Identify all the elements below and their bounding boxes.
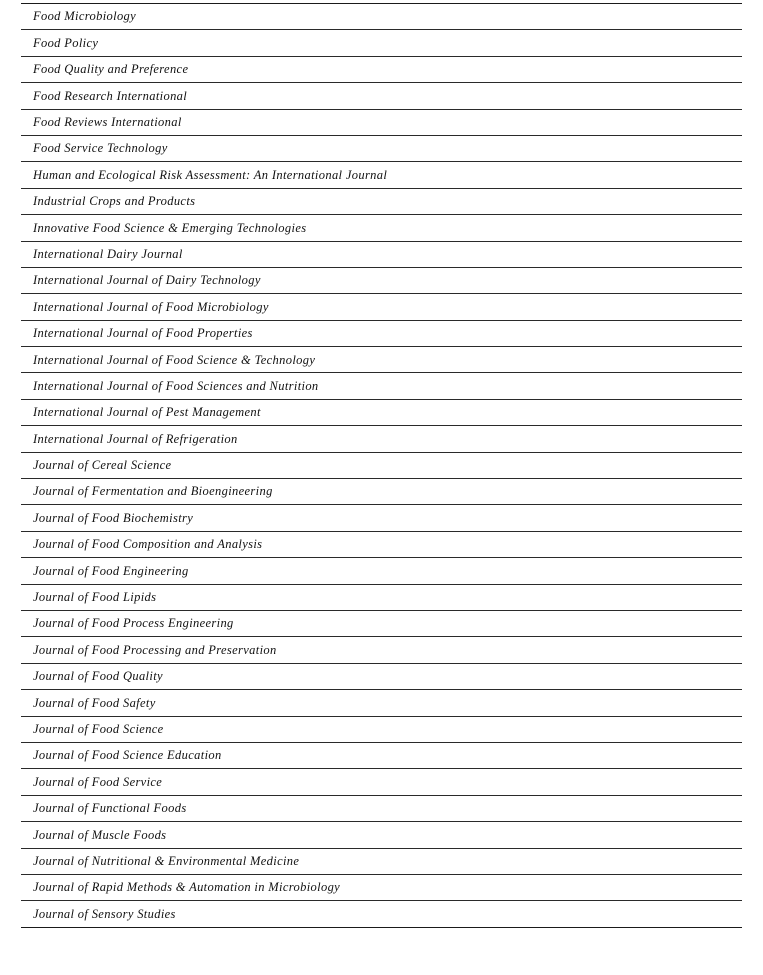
journal-name: International Journal of Food Microbiology <box>33 299 269 314</box>
journal-name: International Journal of Refrigeration <box>33 431 238 446</box>
table-row <box>21 901 742 927</box>
journal-name: Journal of Muscle Foods <box>33 827 167 842</box>
table-row <box>21 268 742 294</box>
table-row <box>21 585 742 611</box>
journal-name: Food Service Technology <box>33 141 168 156</box>
journal-name: Food Quality and Preference <box>33 62 189 77</box>
table-row <box>21 505 742 531</box>
table-row <box>21 294 742 320</box>
journal-name: Journal of Food Quality <box>33 669 163 684</box>
table-row <box>21 373 742 399</box>
journal-name: Journal of Nutritional & Environmental Medicine <box>33 853 300 868</box>
journal-name: Journal of Rapid Methods & Automation in Microbiology <box>33 880 341 895</box>
table-row <box>21 532 742 558</box>
table-row <box>21 242 742 268</box>
table-row <box>21 769 742 795</box>
journal-name: Food Microbiology <box>33 9 137 24</box>
journal-name: Journal of Food Service <box>33 774 163 789</box>
journal-name: International Journal of Pest Management <box>33 405 261 420</box>
journal-name: Journal of Food Science <box>33 721 164 736</box>
journal-name: Journal of Food Safety <box>33 695 156 710</box>
table-row <box>21 717 742 743</box>
journal-name: Journal of Food Composition and Analysis <box>33 537 263 552</box>
journal-name: Food Research International <box>33 88 188 103</box>
journal-name: International Journal of Food Properties <box>33 326 253 341</box>
journal-name: Journal of Food Process Engineering <box>33 616 234 631</box>
table-row <box>21 321 742 347</box>
journal-name: Journal of Food Engineering <box>33 563 189 578</box>
table-row <box>21 690 742 716</box>
journal-name: Journal of Functional Foods <box>33 801 187 816</box>
table-row <box>21 743 742 769</box>
table-row <box>21 110 742 136</box>
table-row <box>21 453 742 479</box>
table-row <box>21 57 742 83</box>
journal-name: Innovative Food Science & Emerging Technologies <box>33 220 307 235</box>
table-row <box>21 611 742 637</box>
journal-list-table <box>21 3 742 928</box>
table-row <box>21 849 742 875</box>
table-row <box>21 4 742 30</box>
journal-name: Food Reviews International <box>33 115 182 129</box>
journal-name: Journal of Fermentation and Bioengineering <box>33 484 273 499</box>
journal-name: Industrial Crops and Products <box>33 194 196 209</box>
table-row <box>21 347 742 373</box>
table-row <box>21 426 742 452</box>
table-row <box>21 400 742 426</box>
table-row <box>21 822 742 848</box>
journal-name: Journal of Sensory Studies <box>33 906 176 921</box>
journal-name: International Journal of Food Sciences and Nutrition <box>33 378 319 393</box>
table-row <box>21 875 742 901</box>
journal-name: Journal of Cereal Science <box>33 458 172 473</box>
table-row <box>21 796 742 822</box>
table-row <box>21 558 742 584</box>
journal-name: Journal of Food Lipids <box>33 590 157 605</box>
journal-name: Journal of Food Science Education <box>33 748 222 763</box>
journal-name: Journal of Food Biochemistry <box>33 510 194 525</box>
table-row <box>21 136 742 162</box>
journal-name: Food Policy <box>33 35 99 50</box>
table-row <box>21 637 742 663</box>
journal-name: International Journal of Food Science & Technology <box>33 352 316 367</box>
journal-name: International Journal of Dairy Technology <box>33 273 261 288</box>
table-row <box>21 215 742 241</box>
table-row <box>21 189 742 215</box>
table-row <box>21 30 742 56</box>
table-row <box>21 162 742 188</box>
table-row <box>21 479 742 505</box>
journal-name: Journal of Food Processing and Preservation <box>33 642 277 657</box>
table-row <box>21 83 742 109</box>
table-row <box>21 664 742 690</box>
journal-name: Human and Ecological Risk Assessment: An International Journal <box>33 167 388 182</box>
journal-name: International Dairy Journal <box>33 246 183 261</box>
